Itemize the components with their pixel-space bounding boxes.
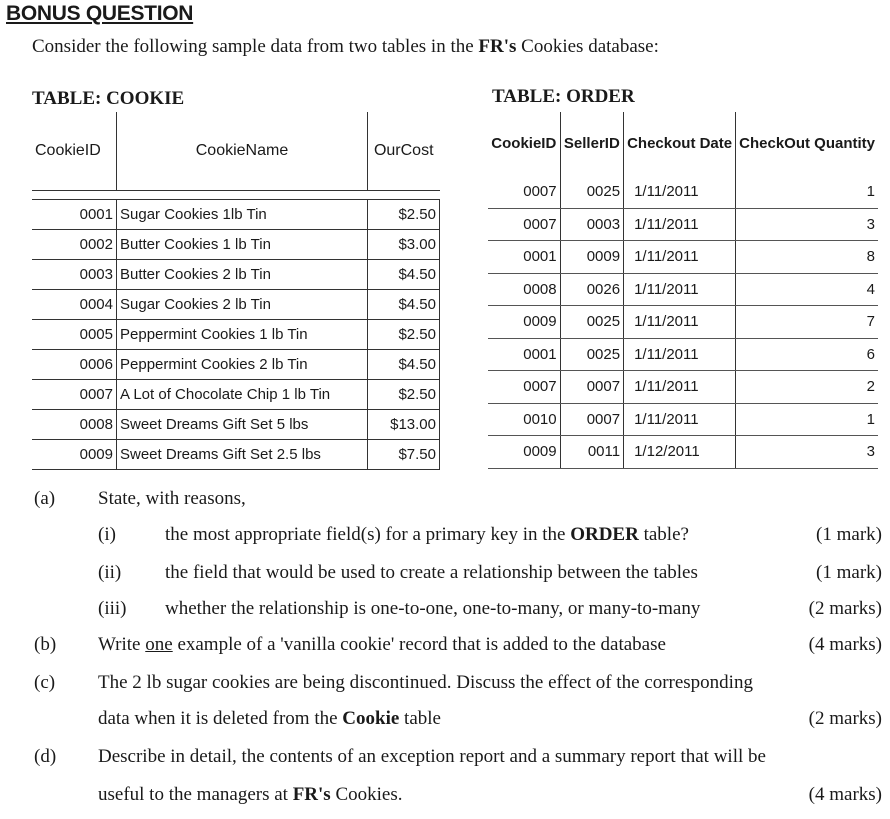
q-a-text: State, with reasons, <box>98 488 246 509</box>
order-quantity-cell: 3 <box>736 208 878 241</box>
order-date-cell: 1/11/2011 <box>624 241 736 274</box>
q-a-label: (a) <box>34 488 56 509</box>
cookie-spacer-cell <box>117 191 368 200</box>
order-sellerid-cell: 0007 <box>560 371 623 404</box>
q-a-ii-marks: (1 mark) <box>816 562 882 583</box>
intro-bold: FR's <box>478 36 517 57</box>
cookie-row <box>32 320 440 350</box>
order-cookieid-cell: 0007 <box>488 371 560 404</box>
order-quantity-cell: 1 <box>736 403 878 436</box>
cookie-table-body <box>32 191 440 470</box>
order-row <box>488 436 878 469</box>
cookie-spacer-cell <box>32 191 117 200</box>
q-c-line2-before: data when it is deleted from the <box>98 708 343 729</box>
cookie-row <box>32 290 440 320</box>
cookie-cost-cell: $3.00 <box>368 230 440 260</box>
cookie-cost-cell: $2.50 <box>368 320 440 350</box>
cookie-name-cell: Sugar Cookies 2 lb Tin <box>117 290 368 320</box>
intro-after: Cookies database: <box>516 36 659 57</box>
cookie-spacer-row <box>32 191 440 200</box>
q-b-text <box>98 634 666 656</box>
order-date-cell: 1/11/2011 <box>624 306 736 339</box>
q-a-i-label: (i) <box>98 524 116 545</box>
order-sellerid-cell: 0026 <box>560 273 623 306</box>
order-row <box>488 371 878 404</box>
cookie-header-name: CookieName <box>117 112 368 191</box>
order-cookieid-cell: 0009 <box>488 436 560 469</box>
q-d-line2 <box>98 784 402 806</box>
q-a-iii-label: (iii) <box>98 598 127 619</box>
order-date-cell: 1/11/2011 <box>624 338 736 371</box>
order-quantity-cell: 7 <box>736 306 878 339</box>
cookie-id-cell: 0005 <box>32 320 117 350</box>
order-table-body <box>488 176 878 468</box>
order-row <box>488 208 878 241</box>
cookie-id-cell: 0003 <box>32 260 117 290</box>
cookie-cost-cell: $4.50 <box>368 350 440 380</box>
intro-text <box>32 36 659 58</box>
cookie-header-id: CookieID <box>32 112 117 191</box>
order-cookieid-cell: 0010 <box>488 403 560 436</box>
q-b-underline: one <box>145 634 173 655</box>
order-date-cell: 1/11/2011 <box>624 273 736 306</box>
order-quantity-cell: 6 <box>736 338 878 371</box>
order-date-cell: 1/11/2011 <box>624 371 736 404</box>
order-row <box>488 241 878 274</box>
cookie-name-cell: Sweet Dreams Gift Set 5 lbs <box>117 410 368 440</box>
q-c-line2 <box>98 708 441 730</box>
q-c-line2-after: table <box>399 708 441 729</box>
cookie-row <box>32 380 440 410</box>
order-table-label: TABLE: ORDER <box>492 86 635 107</box>
order-quantity-cell: 2 <box>736 371 878 404</box>
order-quantity-cell: 8 <box>736 241 878 274</box>
order-row <box>488 338 878 371</box>
cookie-header-cost: OurCost <box>368 112 440 191</box>
order-sellerid-cell: 0025 <box>560 338 623 371</box>
cookie-row <box>32 230 440 260</box>
cookie-cost-cell: $13.00 <box>368 410 440 440</box>
q-d-line2-after: Cookies. <box>330 784 403 805</box>
order-sellerid-cell: 0025 <box>560 306 623 339</box>
cookie-row <box>32 440 440 470</box>
order-date-cell: 1/12/2011 <box>624 436 736 469</box>
q-d-label: (d) <box>34 746 57 767</box>
q-c-marks: (2 marks) <box>808 708 882 729</box>
cookie-id-cell: 0002 <box>32 230 117 260</box>
q-a-ii-text: the field that would be used to create a relationship between the tables <box>165 562 698 583</box>
order-date-cell: 1/11/2011 <box>624 176 736 208</box>
cookie-table-label: TABLE: COOKIE <box>32 88 185 109</box>
order-cookieid-cell: 0001 <box>488 338 560 371</box>
q-a-i-before: the most appropriate field(s) for a primary key in the <box>165 524 571 545</box>
cookie-table <box>32 112 440 470</box>
cookie-name-cell: A Lot of Chocolate Chip 1 lb Tin <box>117 380 368 410</box>
cookie-cost-cell: $2.50 <box>368 200 440 230</box>
order-quantity-cell: 3 <box>736 436 878 469</box>
q-a-iii-marks: (2 marks) <box>808 598 882 619</box>
order-header-cookieid: CookieID <box>488 112 560 176</box>
cookie-name-cell: Sweet Dreams Gift Set 2.5 lbs <box>117 440 368 470</box>
order-table <box>488 112 878 469</box>
cookie-cost-cell: $7.50 <box>368 440 440 470</box>
cookie-name-cell: Sugar Cookies 1lb Tin <box>117 200 368 230</box>
cookie-id-cell: 0008 <box>32 410 117 440</box>
cookie-name-cell: Peppermint Cookies 2 lb Tin <box>117 350 368 380</box>
order-sellerid-cell: 0011 <box>560 436 623 469</box>
intro-before: Consider the following sample data from two tables in the <box>32 36 479 57</box>
order-sellerid-cell: 0007 <box>560 403 623 436</box>
q-b-after: example of a 'vanilla cookie' record that is added to the database <box>172 634 666 655</box>
order-cookieid-cell: 0001 <box>488 241 560 274</box>
order-row <box>488 273 878 306</box>
q-c-line1: The 2 lb sugar cookies are being discontinued. Discuss the effect of the corresponding <box>98 672 753 693</box>
cookie-row <box>32 200 440 230</box>
q-b-marks: (4 marks) <box>808 634 882 655</box>
q-b-label: (b) <box>34 634 57 655</box>
cookie-cost-cell: $2.50 <box>368 380 440 410</box>
cookie-row <box>32 410 440 440</box>
order-cookieid-cell: 0008 <box>488 273 560 306</box>
order-quantity-cell: 4 <box>736 273 878 306</box>
page-heading: BONUS QUESTION <box>6 2 194 25</box>
cookie-id-cell: 0006 <box>32 350 117 380</box>
q-d-line2-before: useful to the managers at <box>98 784 293 805</box>
q-a-ii-label: (ii) <box>98 562 122 583</box>
order-sellerid-cell: 0003 <box>560 208 623 241</box>
cookie-name-cell: Peppermint Cookies 1 lb Tin <box>117 320 368 350</box>
q-a-iii-text: whether the relationship is one-to-one, one-to-many, or many-to-many <box>165 598 701 619</box>
q-a-i-after: table? <box>638 524 689 545</box>
q-d-line2-bold: FR's <box>292 784 331 805</box>
q-a-i-text <box>165 524 689 546</box>
cookie-cost-cell: $4.50 <box>368 290 440 320</box>
cookie-id-cell: 0001 <box>32 200 117 230</box>
q-d-line1: Describe in detail, the contents of an exception report and a summary report that will be <box>98 746 766 767</box>
order-header-date: Checkout Date <box>624 112 736 176</box>
q-c-label: (c) <box>34 672 56 693</box>
order-cookieid-cell: 0007 <box>488 208 560 241</box>
q-b-before: Write <box>98 634 146 655</box>
order-quantity-cell: 1 <box>736 176 878 208</box>
q-d-marks: (4 marks) <box>808 784 882 805</box>
cookie-id-cell: 0004 <box>32 290 117 320</box>
cookie-cost-cell: $4.50 <box>368 260 440 290</box>
order-cookieid-cell: 0007 <box>488 176 560 208</box>
cookie-name-cell: Butter Cookies 2 lb Tin <box>117 260 368 290</box>
order-row <box>488 403 878 436</box>
order-row <box>488 306 878 339</box>
order-date-cell: 1/11/2011 <box>624 403 736 436</box>
order-cookieid-cell: 0009 <box>488 306 560 339</box>
order-date-cell: 1/11/2011 <box>624 208 736 241</box>
cookie-name-cell: Butter Cookies 1 lb Tin <box>117 230 368 260</box>
order-sellerid-cell: 0025 <box>560 176 623 208</box>
order-header-sellerid: SellerID <box>560 112 623 176</box>
cookie-row <box>32 260 440 290</box>
order-sellerid-cell: 0009 <box>560 241 623 274</box>
cookie-id-cell: 0007 <box>32 380 117 410</box>
cookie-id-cell: 0009 <box>32 440 117 470</box>
q-a-i-marks: (1 mark) <box>816 524 882 545</box>
cookie-spacer-cell <box>368 191 440 200</box>
order-header-quantity: CheckOut Quantity <box>739 134 875 152</box>
order-row <box>488 176 878 208</box>
q-c-line2-bold: Cookie <box>342 708 400 729</box>
q-a-i-bold: ORDER <box>570 524 639 545</box>
cookie-row <box>32 350 440 380</box>
